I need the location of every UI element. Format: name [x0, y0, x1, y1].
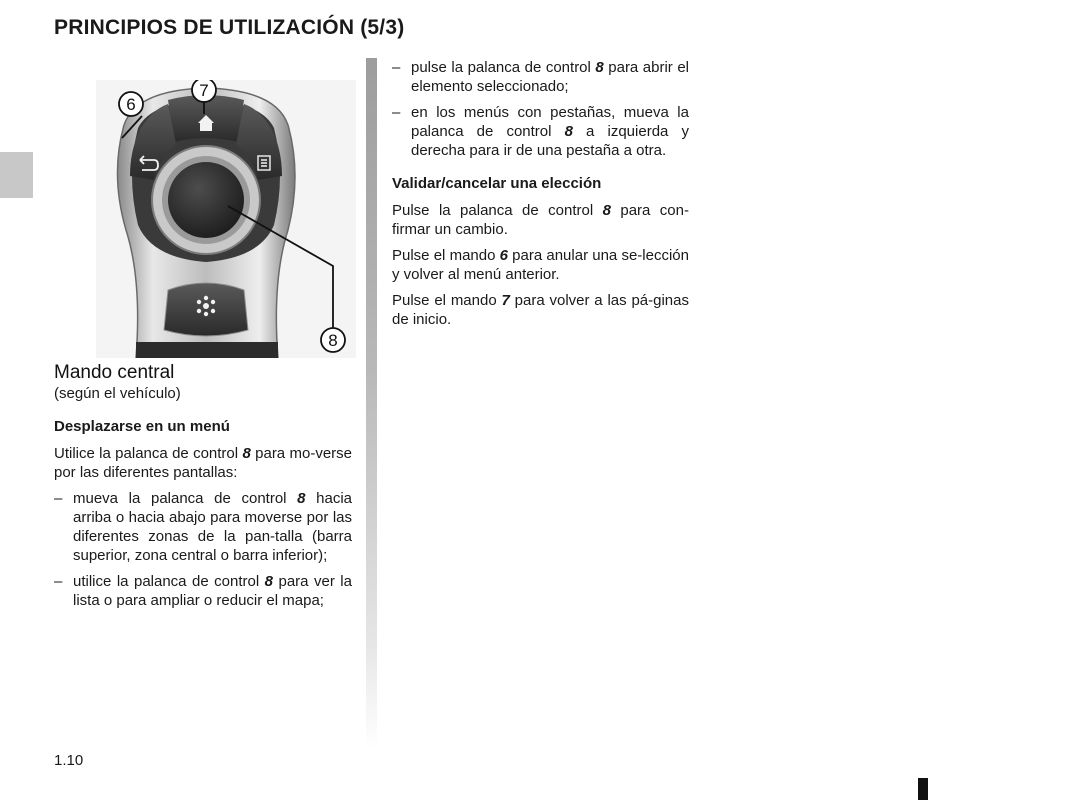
svg-text:8: 8 [328, 331, 338, 350]
list-item: – mueva la palanca de control 8 hacia arriba o hacia abajo para moverse por las diferentes zonas de la pan-talla (barra superior, zona central o barra inferior); [54, 489, 352, 565]
right-column [392, 58, 689, 336]
callout-6 [119, 92, 143, 116]
callout-7 [192, 80, 216, 102]
left-column [54, 362, 352, 617]
paragraph-confirm: Pulse la palanca de control 8 para con-firmar un cambio. [392, 202, 689, 238]
page-title: PRINCIPIOS DE UTILIZACIÓN (5/3) [54, 16, 405, 39]
continued-instructions-list [392, 58, 689, 160]
column-divider [366, 58, 377, 748]
intro-paragraph: Utilice la palanca de control 8 para mo-verse por las diferentes pantallas: [54, 445, 353, 481]
paragraph-home: Pulse el mando 7 para volver a las pá-ginas de inicio. [392, 292, 689, 328]
section-tab [0, 152, 33, 198]
subheading-validate-cancel: Validar/cancelar una elección [392, 175, 602, 192]
central-controller-figure [96, 80, 356, 358]
scroll-instructions-list [54, 489, 352, 610]
svg-text:6: 6 [126, 95, 136, 114]
callout-8 [321, 328, 345, 352]
corner-mark [918, 778, 928, 800]
list-item: – utilice la palanca de control 8 para ver la lista o para ampliar o reducir el mapa; [54, 572, 352, 610]
paragraph-cancel: Pulse el mando 6 para anular una se-lección y volver al menú anterior. [392, 247, 689, 283]
list-item: – en los menús con pestañas, mueva la palanca de control 8 a izquierda y derecha para ir de una pestaña a otra. [392, 103, 689, 160]
section-subtitle: (según el vehículo) [54, 385, 181, 402]
page-number: 1.10 [54, 752, 84, 769]
section-title: Mando central [54, 362, 175, 383]
subheading-scroll-menu: Desplazarse en un menú [54, 418, 230, 435]
list-item: – pulse la palanca de control 8 para abrir el elemento seleccionado; [392, 58, 689, 96]
svg-text:7: 7 [199, 81, 209, 100]
